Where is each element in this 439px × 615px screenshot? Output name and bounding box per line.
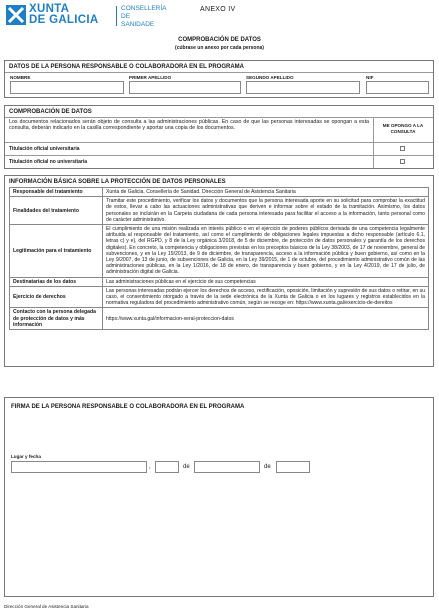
table-row [10, 188, 429, 197]
proteccion-heading: INFORMACIÓN BÁSICA SOBRE LA PROTECCIÓN DE DATOS PERSONALES [9, 179, 226, 185]
titulacion-universitaria-label: Titulación oficial universitaria [9, 146, 80, 152]
firma-heading: FIRMA DE LA PERSONA RESPONSABLE O COLABORADORA EN EL PROGRAMA [11, 404, 245, 410]
proteccion-section [4, 175, 434, 367]
year-field[interactable] [276, 461, 310, 473]
annex-label: ANEXO IV [200, 6, 236, 13]
row-value: Tramitar este procedimiento, verificar los datos y documentos que la persona interesada aporte en su solicitud para comprobar la exactitud de estos, llevar a cabo las actuaciones administrativas que deriven e informar sobre el estado de la tramitación. Asimismo, los datos personales se incluirán en la Carpeta ciudadana de cada persona interesada para facilitar el acceso a la información, tanto personal como de carácter administrativo. [103, 197, 429, 225]
nif-field[interactable] [366, 81, 429, 94]
firma-section [4, 397, 434, 597]
row-rule [5, 155, 433, 156]
titulacion-no-universitaria-label: Titulación oficial no universitaria [9, 159, 87, 165]
row-value: Las administraciones públicas en el ejercicio de sus competencias [103, 277, 429, 286]
xunta-logo [6, 3, 167, 29]
de-separator-2: de [264, 464, 271, 470]
row-value: Las personas interesadas podrán ejercer los derechos de acceso, rectificación, oposición, limitación y supresión de sus datos o retirar, en su caso, el consentimiento otorgado a través de la sede electrónica de la Xunta de Galicia o en los lugares y registros establecidos en la normativa reguladora del procedimiento administrativo común, según se recoge en: https://www.xunta.gal/exercicio-de-dereitos [103, 286, 429, 308]
segundo-apellido-field[interactable] [246, 81, 360, 94]
comprobacion-section [4, 105, 434, 169]
table-row [10, 308, 429, 330]
nif-label: NIF [366, 75, 374, 80]
comprobacion-intro: Los documentos relacionados serán objeto de consulta a las administraciones públicas. En caso de que las personas interesadas se opongan a esta consulta, deberán indicarlo en la casilla correspondiente y aportar una copia de los documentos. [9, 119, 369, 132]
proteccion-table [9, 187, 429, 330]
comma-separator: , [149, 464, 151, 470]
table-row [10, 286, 429, 308]
row-key: Finalidades del tratamiento [10, 197, 103, 225]
nombre-field[interactable] [10, 81, 124, 94]
place-field[interactable] [11, 461, 147, 473]
nombre-label: NOMBRE [10, 75, 31, 80]
row-key: Responsable del tratamiento [10, 188, 103, 197]
logo-text-galicia: DE GALICIA [29, 14, 99, 26]
logo-dept-line1: CONSELLERÍA [121, 5, 167, 12]
titulacion-universitaria-checkbox[interactable] [400, 146, 405, 151]
month-field[interactable] [194, 461, 260, 473]
day-field[interactable] [155, 461, 179, 473]
logo-divider [116, 6, 117, 26]
comprobacion-heading: COMPROBACIÓN DE DATOS [9, 109, 92, 115]
table-row [10, 197, 429, 225]
row-key: Legitimación para el tratamiento [10, 225, 103, 278]
footer-text: Dirección General de Asistencia Sanitaria [4, 604, 89, 609]
logo-text-xunta: XUNTA [29, 3, 70, 15]
xunta-emblem-icon [6, 5, 26, 25]
document-subtitle: (cúbrase un anexo por cada persona) [175, 45, 264, 51]
row-key: Contacto con la persona delegada de protección de datos y más información [10, 308, 103, 330]
primer-apellido-label: PRIMER APELLIDO [129, 75, 172, 80]
titulacion-no-universitaria-checkbox[interactable] [400, 159, 405, 164]
logo-dept-line2: DE SANIDADE [121, 13, 155, 28]
place-date-label: Lugar y fecha [11, 454, 41, 459]
document-title: COMPROBACIÓN DE DATOS [178, 37, 261, 43]
oppose-column-header: ME OPONGO A LA CONSULTA [382, 123, 424, 134]
header-rule [5, 117, 433, 118]
segundo-apellido-label: SEGUNDO APELLIDO [246, 75, 294, 80]
row-value: El cumplimiento de una misión realizada en interés público o en el ejercicio de poderes públicos derivada de una competencia legalmente atribuida al responsable del tratamiento, así como el cumplimiento de obligaciones legales impuestas a dicho responsable (artículo 6.1, letras c) y e), del RGPD, y 8 de la Ley orgánica 3/2018, de 5 de diciembre, de protección de datos personales y garantía de los derechos digitales). En concreto, la competencia y obligaciones previstas en los preceptos básicos de la Ley 38/2003, de 17 de noviembre, general de subvenciones, y en la Ley 19/2013, de 9 de diciembre, de transparencia, acceso a la información pública y buen gobierno, así como en la Ley 9/2007, de 13 de junio, de subvenciones de Galicia, en la Ley 39/2015, de 1 de octubre, del procedimiento administrativo común de las administraciones públicas, en la Ley 1/2016, de 18 de enero, de transparencia y buen gobierno, y en la Ley 4/2019, de 17 de julio, de administración digital de Galicia. [103, 225, 429, 278]
primer-apellido-field[interactable] [129, 81, 241, 94]
row-key: Ejercicio de derechos [10, 286, 103, 308]
table-row [10, 225, 429, 278]
table-row [10, 277, 429, 286]
person-section-heading: DATOS DE LA PERSONA RESPONSABLE O COLABORADORA EN EL PROGRAMA [9, 64, 245, 70]
row-rule [5, 142, 433, 143]
row-value: Xunta de Galicia. Consellería de Sanidad. Dirección General de Asistencia Sanitaria [103, 188, 429, 197]
row-value: https://www.xunta.gal/informacion-xeral-proteccion-datos [103, 308, 429, 330]
header-rule [5, 72, 433, 73]
person-section [4, 60, 434, 98]
row-key: Destinatarias de los datos [10, 277, 103, 286]
de-separator-1: de [183, 464, 190, 470]
